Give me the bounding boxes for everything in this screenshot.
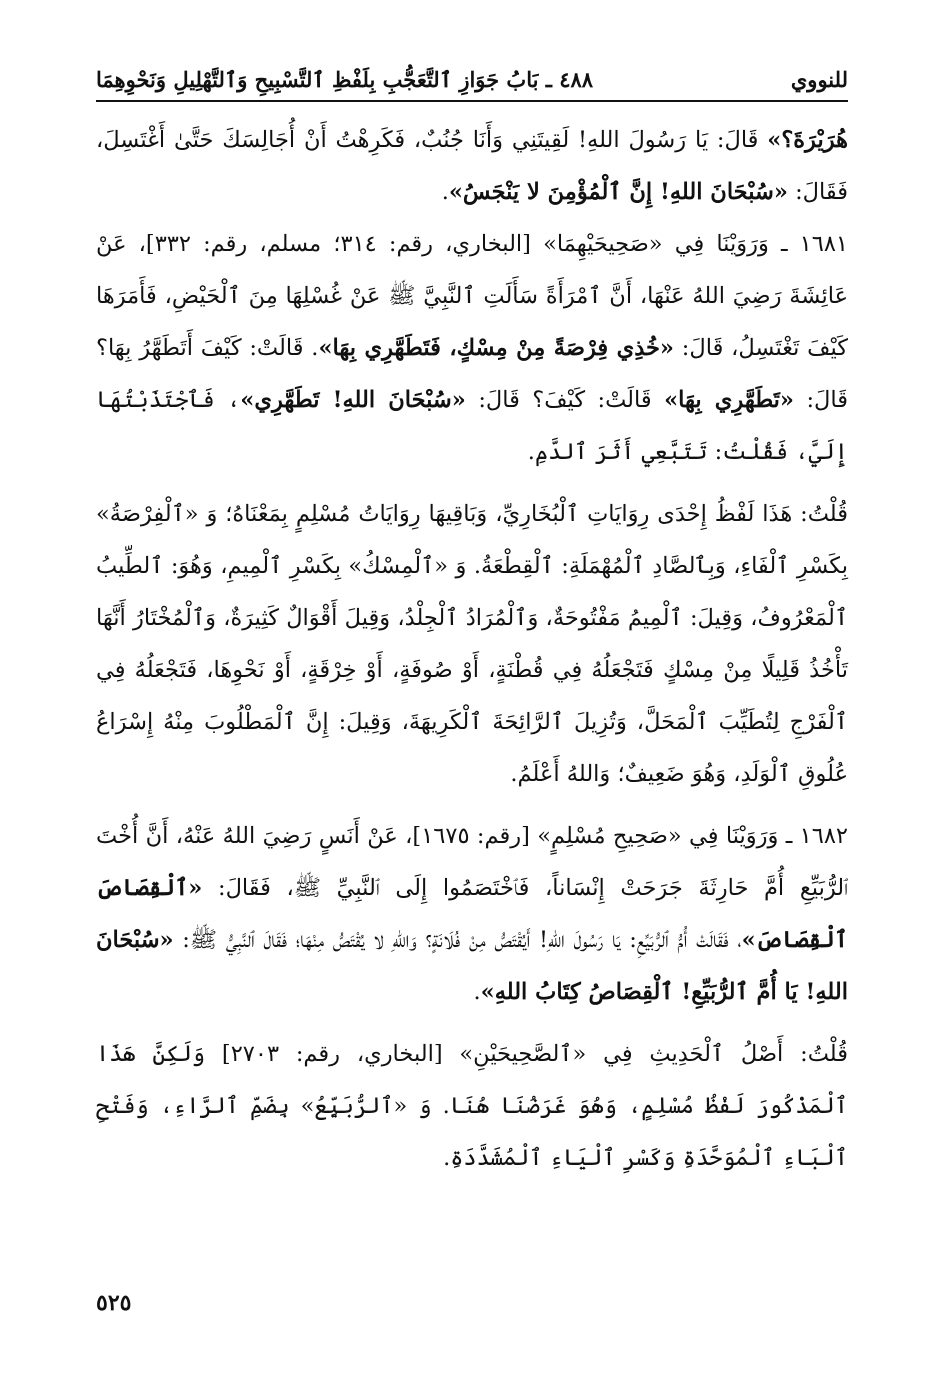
hadith-quote: «ٱلْقِصَاصَ ٱلْقِصَاصَ» — [96, 875, 848, 953]
paragraph — [96, 488, 848, 800]
hadith-quote: هُرَيْرَةَ؟» — [767, 127, 848, 153]
text-run: قَالَ: يَا رَسُولَ اللهِ! لَقِيتَنِي وَأَنَا جُنُبٌ، فَكَرِهْتُ أَنْ أُجَالِسَكَ حَتَّىٰ أَغْتَسِلَ، فَقَالَ: — [96, 127, 848, 205]
paragraph — [96, 114, 848, 218]
text-run: قُلْتُ: أَصْلُ ٱلْحَدِيثِ فِي «ٱلصَّحِيحَيْنِ» [البخاري، رقم: ٢٧٠٣] وَلَكِنَّ هَذَا ٱلْمَذْكُورَ لَفْظُ مُسْلِمٍ، وَهُوَ غَرَضُنَا هُنَا. وَ «ٱلرُّبَيِّعُ» بِضَمِّ ٱلرَّاءِ، وَفَتْحِ ٱلْبَاءِ ٱلْمُوَحَّدَةِ وَكَسْرِ ٱلْيَاءِ ٱلْمُشَدَّدَةِ. — [96, 1041, 848, 1171]
text-run: . قَالَتْ: كَيْفَ أَتَطَهَّرُ بِهَا؟ قَالَ: — [96, 335, 848, 413]
text-run: قَالَتْ: كَيْفَ؟ قَالَ: — [465, 387, 665, 413]
header-author: للنووي — [790, 67, 848, 92]
page-body — [96, 114, 848, 1184]
header-divider — [96, 100, 848, 102]
text-run: ١٦٨٢ ـ وَرَوَيْنَا فِي «صَحِيحِ مُسْلِمٍ» [رقم: ١٦٧٥]، عَنْ أَنَسٍ رَضِيَ اللهُ عَنْهُ، أَنَّ أُخْتَ ٱلرُّبَيِّعِ أُمَّ حَارِثَةَ جَرَحَتْ إِنْسَاناً، فَٱخْتَصَمُوا إِلَى ٱلنَّبِيِّ ﷺ، فَقَالَ: — [96, 823, 848, 901]
text-run: ، فَقَالَتْ أُمُّ ٱلرُّبَيِّعِ: يَا رَسُولَ اللهِ! أَيُقْتَصُّ مِنْ فُلَانَةٍ؟ وَاللهِ لا يُقْتَصُّ مِنْهَا؛ فَقَالَ ٱلنَّبِيُّ ﷺ: — [173, 927, 742, 953]
running-header — [96, 52, 848, 92]
hadith-quote: «تَطَهَّرِي بِهَا» — [664, 387, 794, 413]
header-chapter-title: ٤٨٨ ـ بَابُ جَوَازِ ٱلتَّعَجُّبِ بِلَفْظِ ٱلتَّسْبِيحِ وَٱلتَّهْلِيلِ وَنَحْوِهِمَا — [96, 67, 594, 92]
text-run: ١٦٨١ ـ وَرَوَيْنَا فِي «صَحِيحَيْهِمَا» [البخاري، رقم: ٣١٤؛ مسلم، رقم: ٣٣٢]، عَنْ عَائِشَةَ رَضِيَ اللهُ عَنْهَا، أَنَّ ٱمْرَأَةً سَأَلَتِ ٱلنَّبِيَّ ﷺ عَنْ غُسْلِهَا مِنَ ٱلْحَيْضِ، فَأَمَرَهَا كَيْفَ تَغْتَسِلُ، قَالَ: — [96, 231, 849, 361]
text-run: ، فَٱجْتَذَبْتُهَا إِلَيَّ، فَقُلْتُ: تَتَبَّعِي أَثَرَ ٱلدَّمِ. — [96, 387, 848, 465]
text-run: قُلْتُ: هَذَا لَفْظُ إِحْدَى رِوَايَاتِ ٱلْبُخَارِيِّ، وَبَاقِيهَا رِوَايَاتُ مُسْلِمٍ بِمَعْنَاهُ؛ وَ «ٱلْفِرْصَةُ» بِكَسْرِ ٱلْفَاءِ، وَبِٱلصَّادِ ٱلْمُهْمَلَةِ: ٱلْقِطْعَةُ. وَ «ٱلْمِسْكُ» بِكَسْرِ ٱلْمِيمِ، وَهُوَ: ٱلطِّيبُ ٱلْمَعْرُوفُ، وَقِيلَ: ٱلْمِيمُ مَفْتُوحَةٌ، وَٱلْمُرَادُ ٱلْجِلْدُ، وَقِيلَ أَقْوَالٌ كَثِيرَةٌ، وَٱلْمُخْتَارُ أَنَّهَا تَأْخُذُ قَلِيلًا مِنْ مِسْكٍ فَتَجْعَلُهُ فِي قُطْنَةٍ، أَوْ صُوفَةٍ، أَوْ خِرْقَةٍ، أَوْ نَحْوِهَا، فَتَجْعَلُهُ فِي ٱلْفَرْجِ لِتُطَيِّبَ ٱلْمَحَلَّ، وَتُزِيلَ ٱلرَّائِحَةَ ٱلْكَرِيهَةَ، وَقِيلَ: إِنَّ ٱلْمَطْلُوبَ مِنْهُ إِسْرَاعُ عُلُوقِ ٱلْوَلَدِ، وَهُوَ ضَعِيفٌ؛ وَاللهُ أَعْلَمُ. — [96, 501, 848, 787]
hadith-quote: «سُبْحَانَ اللهِ! تَطَهَّرِي» — [240, 387, 466, 413]
paragraph — [96, 1028, 848, 1184]
hadith-quote: «سُبْحَانَ اللهِ! إِنَّ ٱلْمُؤْمِنَ لا يَنْجَسُ» — [448, 179, 788, 205]
hadith-quote: «سُبْحَانَ اللهِ! يَا أُمَّ ٱلرُّبَيِّعِ! ٱلْقِصَاصُ كِتَابُ اللهِ» — [96, 927, 848, 1005]
text-run: . — [441, 179, 449, 205]
paragraph — [96, 218, 848, 478]
text-run: . — [473, 979, 481, 1005]
page-number: ٥٢٥ — [96, 1290, 132, 1316]
hadith-quote: «خُذِي فِرْصَةً مِنْ مِسْكٍ، فَتَطَهَّرِي بِهَا» — [318, 335, 674, 361]
paragraph — [96, 810, 848, 1018]
